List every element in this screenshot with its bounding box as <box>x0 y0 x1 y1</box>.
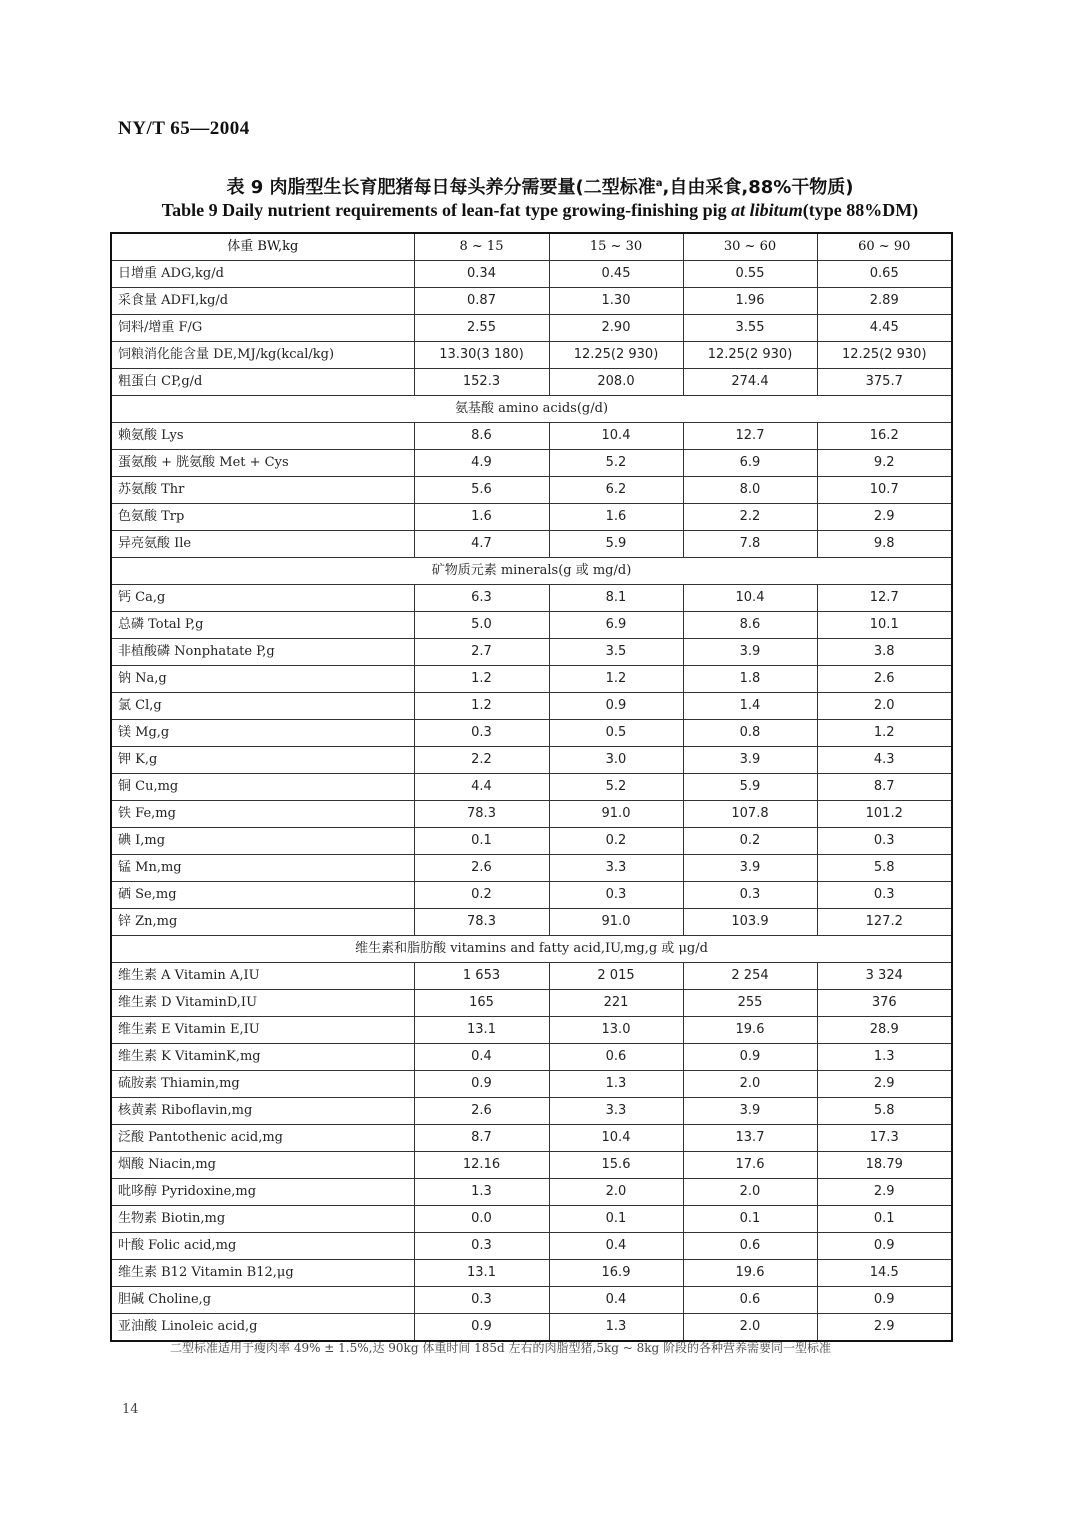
table-row <box>111 342 952 369</box>
value-cell: 3.5 <box>549 639 683 666</box>
value-cell: 3.3 <box>549 855 683 882</box>
section-title: 氨基酸 amino acids(g/d) <box>111 396 952 423</box>
title-en-rest: (type 88%DM) <box>802 200 919 220</box>
value-cell: 0.5 <box>549 720 683 747</box>
nutrient-label-cell: 维生素 K VitaminK,mg <box>111 1044 414 1071</box>
value-cell: 3.0 <box>549 747 683 774</box>
value-cell: 13.7 <box>683 1125 817 1152</box>
value-cell: 13.30(3 180) <box>414 342 549 369</box>
value-cell: 0.4 <box>549 1287 683 1314</box>
value-cell: 2 015 <box>549 963 683 990</box>
nutrient-label-cell: 钾 K,g <box>111 747 414 774</box>
value-cell: 0.6 <box>683 1287 817 1314</box>
value-cell: 17.6 <box>683 1152 817 1179</box>
value-cell: 78.3 <box>414 909 549 936</box>
value-cell: 3.9 <box>683 1098 817 1125</box>
nutrient-label-cell: 核黄素 Riboflavin,mg <box>111 1098 414 1125</box>
value-cell: 1.4 <box>683 693 817 720</box>
nutrient-label-cell: 锰 Mn,mg <box>111 855 414 882</box>
value-cell: 2.0 <box>683 1314 817 1342</box>
value-cell: 0.4 <box>414 1044 549 1071</box>
nutrient-label-cell: 色氨酸 Trp <box>111 504 414 531</box>
value-cell: 2.6 <box>817 666 952 693</box>
value-cell: 12.7 <box>683 423 817 450</box>
section-header-row <box>111 396 952 423</box>
nutrient-label-cell: 亚油酸 Linoleic acid,g <box>111 1314 414 1342</box>
table-row <box>111 1206 952 1233</box>
table-row <box>111 450 952 477</box>
value-cell: 5.8 <box>817 855 952 882</box>
value-cell: 0.3 <box>683 882 817 909</box>
value-cell: 15.6 <box>549 1152 683 1179</box>
value-cell: 4.4 <box>414 774 549 801</box>
value-cell: 8.6 <box>683 612 817 639</box>
value-cell: 13.1 <box>414 1260 549 1287</box>
section-title: 矿物质元素 minerals(g 或 mg/d) <box>111 558 952 585</box>
title-en-italic: at libitum <box>731 200 803 220</box>
section-title: 维生素和脂肪酸 vitamins and fatty acid,IU,mg,g 或 μg/d <box>111 936 952 963</box>
table-row <box>111 531 952 558</box>
table-title-english <box>0 200 1080 221</box>
nutrient-label-cell: 维生素 D VitaminD,IU <box>111 990 414 1017</box>
value-cell: 8.1 <box>549 585 683 612</box>
nutrient-label-cell: 异亮氨酸 Ile <box>111 531 414 558</box>
value-cell: 10.7 <box>817 477 952 504</box>
table-row <box>111 315 952 342</box>
section-header-row <box>111 936 952 963</box>
nutrient-label-cell: 维生素 B12 Vitamin B12,μg <box>111 1260 414 1287</box>
value-cell: 2.9 <box>817 1314 952 1342</box>
nutrient-label-cell: 碘 I,mg <box>111 828 414 855</box>
value-cell: 208.0 <box>549 369 683 396</box>
value-cell: 5.9 <box>549 531 683 558</box>
nutrient-label-cell: 铁 Fe,mg <box>111 801 414 828</box>
value-cell: 2.0 <box>683 1071 817 1098</box>
table-row <box>111 1152 952 1179</box>
value-cell: 13.0 <box>549 1017 683 1044</box>
value-cell: 0.9 <box>414 1314 549 1342</box>
table-row <box>111 1071 952 1098</box>
value-cell: 0.3 <box>817 882 952 909</box>
value-cell: 8.7 <box>817 774 952 801</box>
nutrient-label-cell: 锌 Zn,mg <box>111 909 414 936</box>
value-cell: 17.3 <box>817 1125 952 1152</box>
value-cell: 2.0 <box>549 1179 683 1206</box>
nutrient-label-cell: 硒 Se,mg <box>111 882 414 909</box>
value-cell: 1.30 <box>549 288 683 315</box>
value-cell: 1.3 <box>817 1044 952 1071</box>
nutrient-label-cell: 饲料/增重 F/G <box>111 315 414 342</box>
nutrient-label-cell: 赖氨酸 Lys <box>111 423 414 450</box>
value-cell: 2.7 <box>414 639 549 666</box>
value-cell: 1.2 <box>414 693 549 720</box>
value-cell: 1.3 <box>549 1314 683 1342</box>
title-cn-footnote-mark: a <box>655 178 663 189</box>
value-cell: 10.4 <box>549 423 683 450</box>
section-header-row <box>111 558 952 585</box>
value-cell: 0.2 <box>683 828 817 855</box>
nutrient-label-cell: 钙 Ca,g <box>111 585 414 612</box>
value-cell: 0.8 <box>683 720 817 747</box>
value-cell: 8.7 <box>414 1125 549 1152</box>
value-cell: 4.3 <box>817 747 952 774</box>
value-cell: 103.9 <box>683 909 817 936</box>
table-row <box>111 1017 952 1044</box>
value-cell: 0.3 <box>414 1233 549 1260</box>
value-cell: 2.9 <box>817 1071 952 1098</box>
nutrient-label-cell: 硫胺素 Thiamin,mg <box>111 1071 414 1098</box>
value-cell: 12.16 <box>414 1152 549 1179</box>
table-header-row <box>111 233 952 261</box>
table-row <box>111 1260 952 1287</box>
nutrient-label-cell: 泛酸 Pantothenic acid,mg <box>111 1125 414 1152</box>
table-row <box>111 693 952 720</box>
value-cell: 1.3 <box>414 1179 549 1206</box>
value-cell: 3.9 <box>683 747 817 774</box>
value-cell: 3.55 <box>683 315 817 342</box>
value-cell: 165 <box>414 990 549 1017</box>
value-cell: 12.25(2 930) <box>683 342 817 369</box>
value-cell: 1.2 <box>817 720 952 747</box>
header-label-cell: 体重 BW,kg <box>111 233 414 261</box>
value-cell: 12.25(2 930) <box>549 342 683 369</box>
value-cell: 0.6 <box>549 1044 683 1071</box>
value-cell: 0.9 <box>683 1044 817 1071</box>
value-cell: 0.65 <box>817 261 952 288</box>
value-cell: 101.2 <box>817 801 952 828</box>
value-cell: 10.4 <box>549 1125 683 1152</box>
value-cell: 0.34 <box>414 261 549 288</box>
value-cell: 16.2 <box>817 423 952 450</box>
value-cell: 10.1 <box>817 612 952 639</box>
header-weight-range-cell: 15 ~ 30 <box>549 233 683 261</box>
table-row <box>111 1179 952 1206</box>
title-cn-main: 表 9 肉脂型生长育肥猪每日每头养分需要量(二型标准 <box>226 177 656 198</box>
value-cell: 2.2 <box>414 747 549 774</box>
value-cell: 0.3 <box>414 720 549 747</box>
value-cell: 1.2 <box>414 666 549 693</box>
value-cell: 221 <box>549 990 683 1017</box>
table-row <box>111 882 952 909</box>
nutrient-label-cell: 氯 Cl,g <box>111 693 414 720</box>
nutrient-label-cell: 粗蛋白 CP,g/d <box>111 369 414 396</box>
value-cell: 91.0 <box>549 909 683 936</box>
value-cell: 1.6 <box>549 504 683 531</box>
value-cell: 3.3 <box>549 1098 683 1125</box>
value-cell: 8.6 <box>414 423 549 450</box>
nutrient-label-cell: 蛋氨酸 + 胱氨酸 Met + Cys <box>111 450 414 477</box>
value-cell: 376 <box>817 990 952 1017</box>
value-cell: 2.9 <box>817 504 952 531</box>
value-cell: 2 254 <box>683 963 817 990</box>
value-cell: 3 324 <box>817 963 952 990</box>
value-cell: 4.45 <box>817 315 952 342</box>
table-row <box>111 1044 952 1071</box>
nutrient-label-cell: 胆碱 Choline,g <box>111 1287 414 1314</box>
value-cell: 3.9 <box>683 855 817 882</box>
table-row <box>111 990 952 1017</box>
value-cell: 2.0 <box>817 693 952 720</box>
value-cell: 375.7 <box>817 369 952 396</box>
value-cell: 0.1 <box>414 828 549 855</box>
nutrient-label-cell: 吡哆醇 Pyridoxine,mg <box>111 1179 414 1206</box>
value-cell: 0.6 <box>683 1233 817 1260</box>
value-cell: 1.96 <box>683 288 817 315</box>
value-cell: 0.45 <box>549 261 683 288</box>
table-row <box>111 828 952 855</box>
nutrient-label-cell: 烟酸 Niacin,mg <box>111 1152 414 1179</box>
value-cell: 0.9 <box>817 1233 952 1260</box>
value-cell: 1.2 <box>549 666 683 693</box>
value-cell: 6.9 <box>549 612 683 639</box>
nutrient-table-body <box>111 233 952 1341</box>
value-cell: 28.9 <box>817 1017 952 1044</box>
table-row <box>111 774 952 801</box>
table-row <box>111 1233 952 1260</box>
value-cell: 4.7 <box>414 531 549 558</box>
value-cell: 0.9 <box>549 693 683 720</box>
table-row <box>111 585 952 612</box>
value-cell: 5.8 <box>817 1098 952 1125</box>
value-cell: 6.3 <box>414 585 549 612</box>
value-cell: 0.1 <box>683 1206 817 1233</box>
nutrient-label-cell: 采食量 ADFI,kg/d <box>111 288 414 315</box>
table-footnote: 二型标准适用于瘦肉率 49% ± 1.5%,达 90kg 体重时间 185d 左右的肉脂型猪,5kg ~ 8kg 阶段的各种营养需要同一型标准 <box>170 1341 832 1355</box>
value-cell: 0.2 <box>549 828 683 855</box>
value-cell: 0.3 <box>549 882 683 909</box>
table-row <box>111 423 952 450</box>
value-cell: 0.4 <box>549 1233 683 1260</box>
table-row <box>111 909 952 936</box>
value-cell: 3.8 <box>817 639 952 666</box>
value-cell: 7.8 <box>683 531 817 558</box>
value-cell: 5.9 <box>683 774 817 801</box>
value-cell: 8.0 <box>683 477 817 504</box>
value-cell: 0.3 <box>817 828 952 855</box>
nutrient-label-cell: 苏氨酸 Thr <box>111 477 414 504</box>
value-cell: 0.9 <box>817 1287 952 1314</box>
nutrient-table <box>110 232 953 1342</box>
table-row <box>111 801 952 828</box>
table-row <box>111 612 952 639</box>
value-cell: 6.9 <box>683 450 817 477</box>
value-cell: 127.2 <box>817 909 952 936</box>
table-row <box>111 1314 952 1342</box>
value-cell: 0.87 <box>414 288 549 315</box>
value-cell: 3.9 <box>683 639 817 666</box>
nutrient-label-cell: 镁 Mg,g <box>111 720 414 747</box>
value-cell: 107.8 <box>683 801 817 828</box>
value-cell: 2.89 <box>817 288 952 315</box>
title-en-main: Table 9 Daily nutrient requirements of lean-fat type growing-finishing pig <box>161 200 732 220</box>
value-cell: 78.3 <box>414 801 549 828</box>
value-cell: 1 653 <box>414 963 549 990</box>
table-row <box>111 747 952 774</box>
value-cell: 2.6 <box>414 855 549 882</box>
nutrient-label-cell: 叶酸 Folic acid,mg <box>111 1233 414 1260</box>
nutrient-label-cell: 维生素 A Vitamin A,IU <box>111 963 414 990</box>
value-cell: 12.25(2 930) <box>817 342 952 369</box>
value-cell: 255 <box>683 990 817 1017</box>
value-cell: 0.0 <box>414 1206 549 1233</box>
table-row <box>111 504 952 531</box>
value-cell: 2.55 <box>414 315 549 342</box>
nutrient-label-cell: 生物素 Biotin,mg <box>111 1206 414 1233</box>
nutrient-label-cell: 日增重 ADG,kg/d <box>111 261 414 288</box>
value-cell: 1.8 <box>683 666 817 693</box>
title-cn-rest: ,自由采食,88%干物质) <box>662 177 854 198</box>
value-cell: 0.1 <box>817 1206 952 1233</box>
document-code: NY/T 65—2004 <box>118 118 250 139</box>
value-cell: 5.6 <box>414 477 549 504</box>
value-cell: 14.5 <box>817 1260 952 1287</box>
table-row <box>111 855 952 882</box>
nutrient-label-cell: 饲粮消化能含量 DE,MJ/kg(kcal/kg) <box>111 342 414 369</box>
table-row <box>111 720 952 747</box>
value-cell: 0.9 <box>414 1071 549 1098</box>
nutrient-label-cell: 总磷 Total P,g <box>111 612 414 639</box>
value-cell: 6.2 <box>549 477 683 504</box>
table-row <box>111 639 952 666</box>
value-cell: 2.6 <box>414 1098 549 1125</box>
value-cell: 4.9 <box>414 450 549 477</box>
table-row <box>111 1125 952 1152</box>
value-cell: 0.1 <box>549 1206 683 1233</box>
nutrient-label-cell: 非植酸磷 Nonphatate P,g <box>111 639 414 666</box>
table-row <box>111 369 952 396</box>
value-cell: 5.2 <box>549 774 683 801</box>
nutrient-label-cell: 维生素 E Vitamin E,IU <box>111 1017 414 1044</box>
value-cell: 91.0 <box>549 801 683 828</box>
value-cell: 9.2 <box>817 450 952 477</box>
table-row <box>111 1098 952 1125</box>
value-cell: 10.4 <box>683 585 817 612</box>
table-row <box>111 261 952 288</box>
table-row <box>111 477 952 504</box>
value-cell: 1.3 <box>549 1071 683 1098</box>
value-cell: 5.0 <box>414 612 549 639</box>
value-cell: 2.2 <box>683 504 817 531</box>
table-row <box>111 666 952 693</box>
table-row <box>111 288 952 315</box>
value-cell: 9.8 <box>817 531 952 558</box>
value-cell: 0.3 <box>414 1287 549 1314</box>
value-cell: 152.3 <box>414 369 549 396</box>
value-cell: 2.9 <box>817 1179 952 1206</box>
table-row <box>111 1287 952 1314</box>
page-number: 14 <box>122 1402 139 1417</box>
nutrient-label-cell: 铜 Cu,mg <box>111 774 414 801</box>
value-cell: 0.55 <box>683 261 817 288</box>
value-cell: 19.6 <box>683 1017 817 1044</box>
value-cell: 16.9 <box>549 1260 683 1287</box>
value-cell: 18.79 <box>817 1152 952 1179</box>
value-cell: 2.90 <box>549 315 683 342</box>
value-cell: 19.6 <box>683 1260 817 1287</box>
value-cell: 5.2 <box>549 450 683 477</box>
value-cell: 1.6 <box>414 504 549 531</box>
table-title-chinese <box>0 173 1080 199</box>
value-cell: 0.2 <box>414 882 549 909</box>
header-weight-range-cell: 30 ~ 60 <box>683 233 817 261</box>
nutrient-label-cell: 钠 Na,g <box>111 666 414 693</box>
header-weight-range-cell: 60 ~ 90 <box>817 233 952 261</box>
value-cell: 2.0 <box>683 1179 817 1206</box>
value-cell: 274.4 <box>683 369 817 396</box>
value-cell: 13.1 <box>414 1017 549 1044</box>
header-weight-range-cell: 8 ~ 15 <box>414 233 549 261</box>
table-row <box>111 963 952 990</box>
value-cell: 12.7 <box>817 585 952 612</box>
